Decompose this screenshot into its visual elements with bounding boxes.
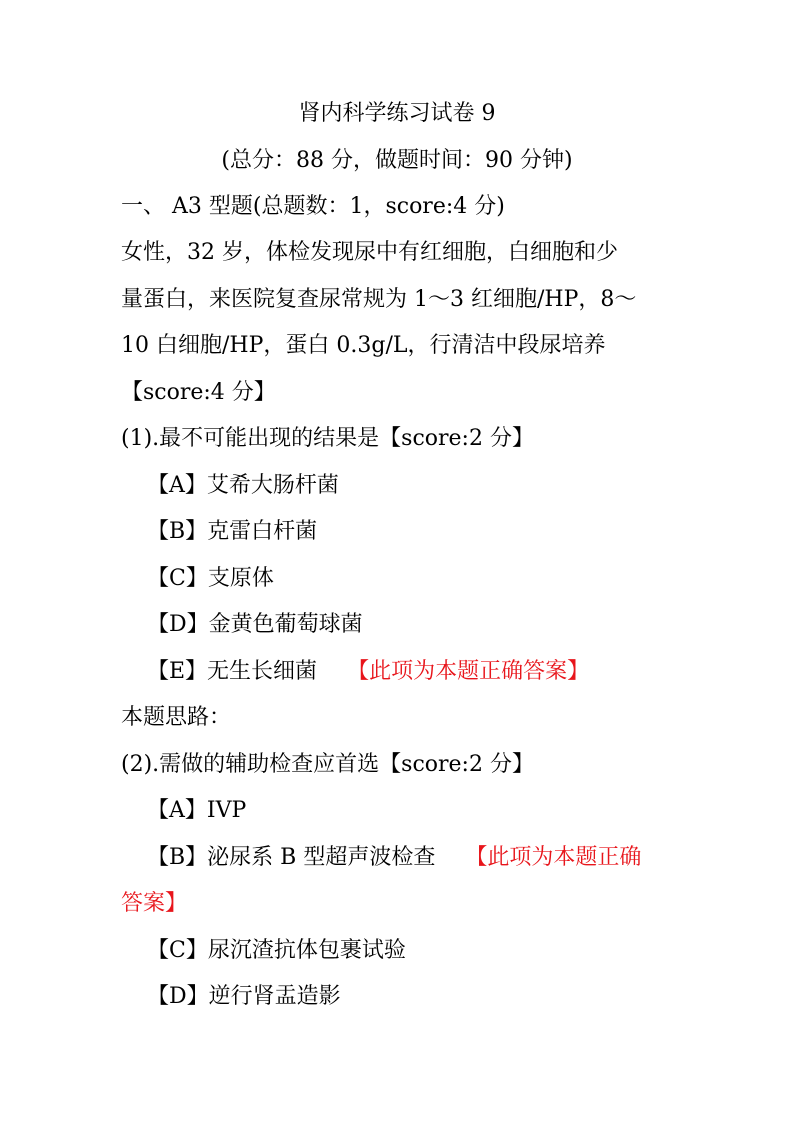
- document-subtitle: (总分：88 分，做题时间：90 分钟): [221, 148, 573, 173]
- question-1-option-c: 【C】支原体: [147, 566, 274, 591]
- correct-answer-mark: 【此项为本题正确: [465, 845, 642, 870]
- question-1-option-b: 【B】克雷白杆菌: [147, 519, 318, 544]
- question-2-option-d: 【D】逆行肾盂造影: [147, 984, 341, 1009]
- correct-answer-mark-continued: 答案】: [121, 891, 188, 916]
- question-1-option-a: 【A】艾希大肠杆菌: [147, 473, 339, 498]
- question-2-option-a: 【A】IVP: [147, 798, 247, 823]
- question-2-prompt: (2).需做的辅助检查应首选【score:2 分】: [121, 752, 534, 777]
- question-2-option-b: [147, 844, 641, 872]
- stem-score: 【score:4 分】: [121, 380, 276, 405]
- correct-answer-mark: 【此项为本题正确答案】: [347, 659, 590, 684]
- question-1-option-e: [147, 658, 589, 686]
- question-1-prompt: (1).最不可能出现的结果是【score:2 分】: [121, 426, 534, 451]
- question-2-option-c: 【C】尿沉渣抗体包裹试验: [147, 938, 406, 963]
- question-stem-line: 10 白细胞/HP，蛋白 0.3g/L，行清洁中段尿培养: [121, 333, 606, 358]
- explanation-label: 本题思路：: [121, 705, 232, 730]
- question-stem-line: 女性，32 岁，体检发现尿中有红细胞，白细胞和少: [121, 240, 618, 265]
- option-text: 【E】无生长细菌: [147, 659, 318, 684]
- question-1-option-d: 【D】金黄色葡萄球菌: [147, 612, 363, 637]
- option-text: 【B】泌尿系 B 型超声波检查: [147, 845, 436, 870]
- question-stem-line: 量蛋白，来医院复查尿常规为 1～3 红细胞/HP，8～: [121, 287, 637, 312]
- document-title: 肾内科学练习试卷 9: [298, 101, 496, 126]
- section-heading: 一、 A3 型题(总题数：1，score:4 分): [121, 194, 505, 219]
